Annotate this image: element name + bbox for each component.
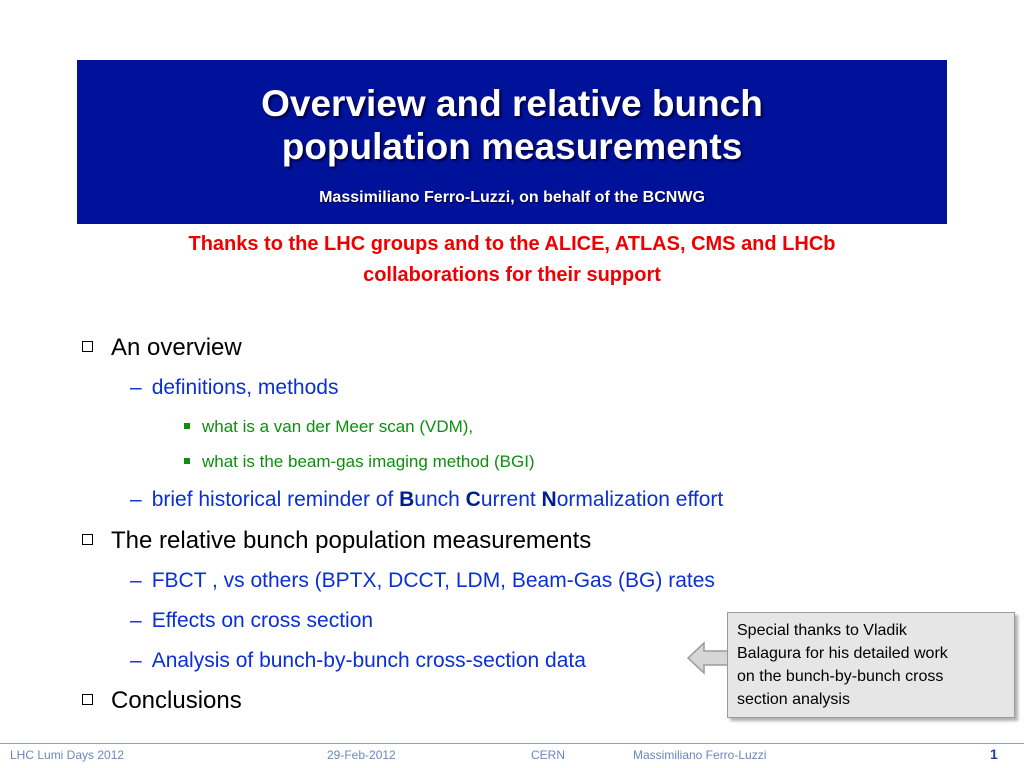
footer-author: Massimiliano Ferro-Luzzi	[633, 748, 767, 762]
bullet-effects	[130, 608, 373, 634]
bullet-text: definitions, methods	[151, 376, 339, 399]
title-banner	[77, 60, 947, 224]
bullet-relative	[82, 527, 591, 555]
bullet-text: Conclusions	[111, 687, 242, 714]
bold-letter-c: C	[465, 488, 481, 511]
bullet-text: what is the beam-gas imaging method (BGI)	[202, 452, 535, 471]
bullet-text-prefix: brief historical reminder of	[151, 488, 400, 511]
slide-title	[77, 82, 947, 168]
square-bullet-icon	[184, 458, 190, 464]
bullet-text: The relative bunch population measurements	[111, 527, 592, 554]
bullet-text: Analysis of bunch-by-bunch cross-section data	[151, 649, 586, 672]
footer-divider	[0, 743, 1024, 744]
bullet-text-unch: unch	[414, 488, 466, 511]
footer-date: 29-Feb-2012	[327, 748, 396, 762]
thanks-text	[60, 229, 964, 291]
bullet-text: Effects on cross section	[151, 609, 374, 632]
bold-letter-n: N	[541, 488, 557, 511]
slide-subtitle: Massimiliano Ferro-Luzzi, on behalf of the BCNWG	[319, 189, 705, 206]
bullet-overview	[82, 334, 242, 362]
bullet-text: An overview	[111, 334, 242, 361]
bold-letter-b: B	[399, 488, 415, 511]
footer-org: CERN	[531, 748, 566, 762]
dash-bullet: –	[130, 569, 142, 592]
bullet-text-urrent: urrent	[480, 488, 542, 511]
square-bullet-icon	[82, 341, 93, 352]
page-number: 1	[990, 746, 998, 762]
dash-bullet: –	[130, 649, 142, 672]
bullet-reminder	[130, 487, 723, 513]
bullet-text-ormalization: ormalization effort	[556, 488, 724, 511]
callout-text	[737, 619, 1009, 711]
callout-line-1: Special thanks to Vladik	[737, 622, 907, 639]
thanks-line-1: Thanks to the LHC groups and to the ALICE, ATLAS, CMS and LHCb	[188, 233, 836, 255]
callout-line-4: section analysis	[737, 691, 850, 708]
acknowledgement-callout	[727, 612, 1015, 718]
bullet-fbct	[130, 568, 715, 594]
left-arrow-icon	[686, 640, 730, 676]
dash-bullet: –	[130, 376, 142, 399]
bullet-conclusions	[82, 687, 242, 715]
square-bullet-icon	[82, 534, 93, 545]
bullet-text: what is a van der Meer scan (VDM),	[202, 417, 474, 436]
callout-line-3: on the bunch-by-bunch cross	[737, 668, 944, 685]
title-line-1: Overview and relative bunch	[261, 83, 763, 124]
bullet-bgi	[184, 451, 535, 473]
bullet-vdm	[184, 416, 473, 438]
bullet-text: FBCT , vs others (BPTX, DCCT, LDM, Beam-Gas (BG) rates	[151, 569, 715, 592]
footer-event: LHC Lumi Days 2012	[10, 748, 125, 762]
dash-bullet: –	[130, 609, 142, 632]
title-line-2: population measurements	[281, 126, 743, 167]
callout-line-2: Balagura for his detailed work	[737, 645, 948, 662]
square-bullet-icon	[184, 423, 190, 429]
dash-bullet: –	[130, 488, 142, 511]
bullet-definitions	[130, 375, 338, 401]
square-bullet-icon	[82, 694, 93, 705]
thanks-line-2: collaborations for their support	[363, 264, 661, 286]
bullet-analysis	[130, 648, 586, 674]
